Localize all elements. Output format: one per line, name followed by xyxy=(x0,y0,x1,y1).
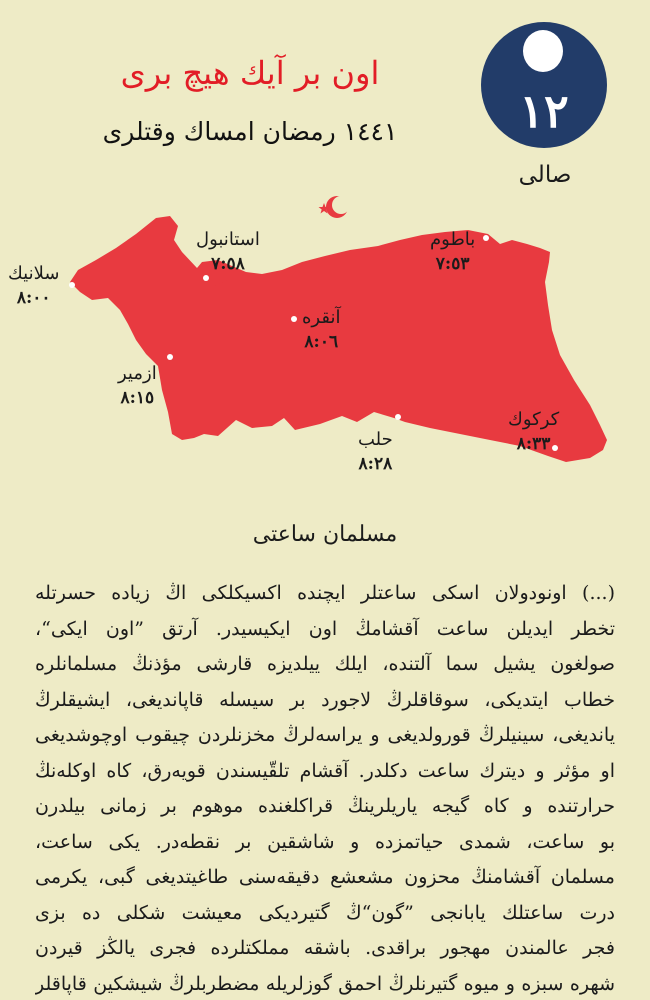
map xyxy=(0,190,650,500)
body-line: صولغون یشیل سما آلتنده، ایلك ییلدیزه قارشی مؤذنڭ مسلمانلره xyxy=(35,653,615,675)
body-line: خطاب ایتدیكی، سوقاقلرڭ لاجورد بر سیسله قاپاندیغی، ایشیقلرڭ xyxy=(35,688,615,711)
day-number: ١٢ xyxy=(519,84,569,138)
body-line: شهره سبزه و میوه گتیرنلرڭ احمق گوزلریله مضطربلرڭ شیشكین قاپاقلر xyxy=(35,972,615,995)
body-line: او مؤثر و دیترك ساعت دكلدر. آقشام تلقّیسندن قویه‌رق، كاه اوكله‌نڭ xyxy=(35,759,615,782)
section-title: مسلمان ساعتی xyxy=(252,522,398,547)
city-dot-batum xyxy=(483,235,489,241)
city-label-izmir: ازمیر ٨:١٥ xyxy=(118,363,157,408)
body-line: فجر عالمندن مهجور براقدی. باشقه مملكتلرده فجری یالڭز قیردن xyxy=(35,937,615,959)
body-line: تخطر ایدیلن ساعت آقشامڭ اون ایكیسیدر. آرتق ”اون ایكی“، xyxy=(35,617,615,640)
body-line: درت ساعتلك یابانجی ”گون“ڭ گتیردیكی معیشت شكلی ده بزی xyxy=(35,901,615,924)
crescent-star-icon xyxy=(319,196,351,218)
city-dot-aleppo xyxy=(395,414,401,420)
page-subtitle: ١٤٤١ رمضان امساك وقتلری xyxy=(102,117,398,146)
city-label-salonica: سلانیك ٨:٠٠ xyxy=(8,263,60,308)
weekday-label: صالی xyxy=(518,162,572,188)
city-label-ankara: آنقره ٨:٠٦ xyxy=(302,307,341,352)
city-label-kirkuk: كركوك ٨:٣٣ xyxy=(508,409,560,454)
article-body xyxy=(35,576,615,1000)
city-label-aleppo: حلب ٨:٢٨ xyxy=(358,429,393,474)
body-line: بو ساعت، شمدی حیاتمزده و شاشقین بر نقطه‌در. یكی ساعت، xyxy=(35,830,615,853)
city-dot-ankara xyxy=(291,316,297,322)
page-title: اون بر آیك هیچ بری xyxy=(120,54,380,92)
moon-icon xyxy=(523,30,563,72)
day-number-badge xyxy=(481,22,607,148)
city-label-istanbul: استانبول ٧:٥٨ xyxy=(196,229,260,274)
body-line: حرارتنده و كاه گیجه یاریلرینڭ قراكلغنده موهوم بر زمانی بیلدرن xyxy=(35,795,615,817)
city-label-batum: باطوم ٧:٥٣ xyxy=(430,229,476,274)
city-dot-izmir xyxy=(167,354,173,360)
city-dot-salonica xyxy=(69,282,75,288)
body-line: یاندیغی، سینیلرڭ قورولدیغی و یراسه‌لرڭ مخزنلردن چیقوب اوچوشدیغی xyxy=(35,724,615,746)
body-line: (...) اونودولان اسكی ساعتلر ایچنده اكسیكلكی اڭ زیاده حسرتله xyxy=(35,582,615,604)
body-line: مسلمان آقشامنڭ محزون مشعشع دقیقه‌سنی طاغیتدیغی گبی، یكرمی xyxy=(35,866,615,888)
